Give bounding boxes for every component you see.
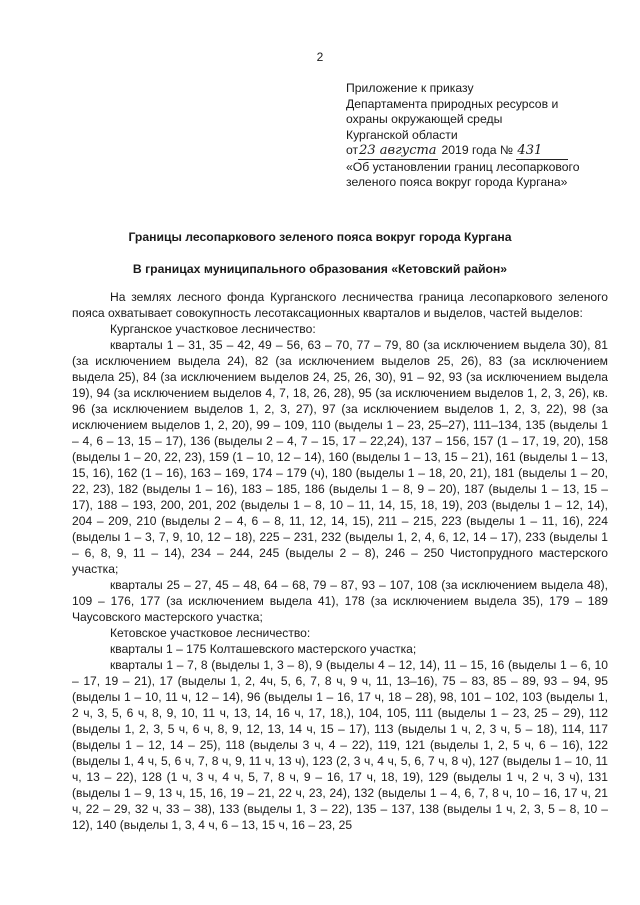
document-body [72,289,608,833]
paragraph-kurgan-heading: Курганское участковое лесничество: [110,322,316,336]
appendix-year: 2019 года № [441,143,514,157]
paragraph-ketovo-heading: Кетовское участковое лесничество: [110,626,311,640]
document-title: Границы лесопаркового зеленого пояса вокруг города Кургана [128,230,512,244]
paragraph-intro: На землях лесного фонда Курганского лесничества граница лесопаркового зеленого пояса охватывает совокупность лесотаксационных кварталов и выделов, частей выделов: [72,290,608,320]
appendix-header [346,81,626,191]
appendix-date-line [346,143,626,160]
page-number: 2 [316,50,324,64]
appendix-line-1: Приложение к приказу [346,81,474,95]
appendix-from: от [346,143,359,157]
handwritten-date: 23 августа [359,143,437,158]
document-subtitle: В границах муниципального образования «Кетовский район» [132,262,508,276]
appendix-line-4: Курганской области [346,127,458,142]
appendix-quote-2: зеленого пояса вокруг города Кургана» [346,175,568,189]
handwritten-number: 431 [516,143,568,160]
paragraph-ketovo-quarters: кварталы 1 – 7, 8 (выделы 1, 3 – 8), 9 (выделы 4 – 12, 14), 11 – 15, 16 (выделы 1 – 6, 10 – 17, 19 – 21), 17 (выделы 1, 2, 4ч, 5, 6, 7, 8 ч, 9 ч, 11, 13–16), 75 – 83, 85 – 89, 93 – 94, 95 (выделы 1 – 10, 11 ч, 12 – 14), 96 (выделы 1 – 16, 17 ч, 18 – 28), 98, 101 – 102, 103 (выделы 1, 2 ч, 3, 5, 6 ч, 8, 9, 10, 11 ч, 13, 14, 16 ч, 17, 18,), 104, 105, 111 (выделы 1 – 23, 25 – 29), 112 (выделы 1, 2, 3, 5 ч, 6 ч, 8, 9, 12, 13, 14 ч, 15 – 17), 113 (выделы 1 ч, 2, 3 ч, 5 – 18), 114, 117 (выделы 1 – 12, 14 – 25), 118 (выделы 3 ч, 4 – 22), 119, 121 (выделы 1, 2, 5 ч, 6 – 16), 122 (выделы 1, 4 ч, 5, 6 ч, 7, 8 ч, 9, 11 ч, 13 ч), 123 (2, 3 ч, 4 ч, 5, 6, 7 ч, 8 ч), 127 (выделы 1 – 10, 11 ч, 13 – 22), 128 (1 ч, 3 ч, 4 ч, 5, 7, 8 ч, 9 – 16, 17 ч, 18, 19), 129 (выделы 1 ч, 2 ч, 3 ч), 131 (выделы 1 – 9, 13 ч, 15, 16, 19 – 21, 22 ч, 23, 24), 132 (выделы 1 – 4, 6, 7, 8 ч, 10 – 16, 17 ч, 21 ч, 22 – 29, 32 ч, 33 – 38), 133 (выделы 1, 3 – 22), 135 – 137, 138 (выделы 1 ч, 2, 3, 5 – 8, 10 – 12), 140 (выделы 1, 3, 4 ч, 6 – 13, 15 ч, 16 – 23, 25 [72,658,608,832]
paragraph-chistoprudny: кварталы 1 – 31, 35 – 42, 49 – 56, 63 – 70, 77 – 79, 80 (за исключением выдела 30), 81 (за исключением выдела 24), 82 (за исключением выделов 25, 26), 83 (за исключением выдела 25), 84 (за исключением выделов 24, 25, 26, 30), 91 – 92, 93 (за исключением выдела 19), 94 (за исключением выделов 4, 7, 18, 26, 28), 95 (за исключением выделов 1, 2, 3, 26), кв. 96 (за исключением выделов 1, 2, 3, 27), 97 (за исключением выделов 1, 2, 3, 22), 98 (за исключением выделов 1, 2, 20), 99 – 109, 110 (выделы 1 – 23, 25–27), 111–134, 135 (выделы 1 – 4, 6 – 13, 15 – 17), 136 (выделы 2 – 4, 7 – 15, 17 – 22,24), 137 – 156, 157 (1 – 17, 19, 20), 158 (выделы 1 – 20, 22, 23), 159 (1 – 10, 12 – 14), 160 (выделы 1 – 13, 15 – 21), 161 (выделы 1 – 13, 15, 16), 162 (1 – 16), 163 – 169, 174 – 179 (ч), 180 (выделы 1 – 18, 20, 21), 181 (выделы 1 – 20, 22, 23), 182 (выделы 1 – 16), 183 – 185, 186 (выделы 1 – 8, 9 – 20), 187 (выделы 1 – 13, 15 – 17), 188 – 193, 200, 201, 202 (выделы 1 – 8, 10 – 11, 14, 15, 18, 19), 203 (выделы 1 – 12, 14), 204 – 209, 210 (выделы 2 – 4, 6 – 8, 11, 12, 14, 15), 211 – 215, 223 (выделы 1 – 11, 16), 224 (выделы 1 – 3, 7, 9, 10, 12 – 18), 225 – 231, 232 (выделы 1, 2, 4, 6, 12, 14 – 17), 233 (выделы 1 – 6, 8, 9, 11 – 14), 234 – 244, 245 (выделы 2 – 8), 246 – 250 Чистопрудного мастерского участка; [72,338,608,576]
paragraph-koltashevsky: кварталы 1 – 175 Колташевского мастерского участка; [110,642,417,656]
appendix-quote-1: «Об установлении границ лесопаркового [346,159,580,174]
paragraph-chausovsky: кварталы 25 – 27, 45 – 48, 64 – 68, 79 – 87, 93 – 107, 108 (за исключением выдела 48), 109 – 176, 177 (за исключением выдела 41), 178 (за исключением выдела 35), 179 – 189 Чаусовского мастерского участка; [72,578,608,624]
appendix-line-3: охраны окружающей среды [346,112,503,126]
appendix-line-2: Департамента природных ресурсов и [346,96,559,111]
